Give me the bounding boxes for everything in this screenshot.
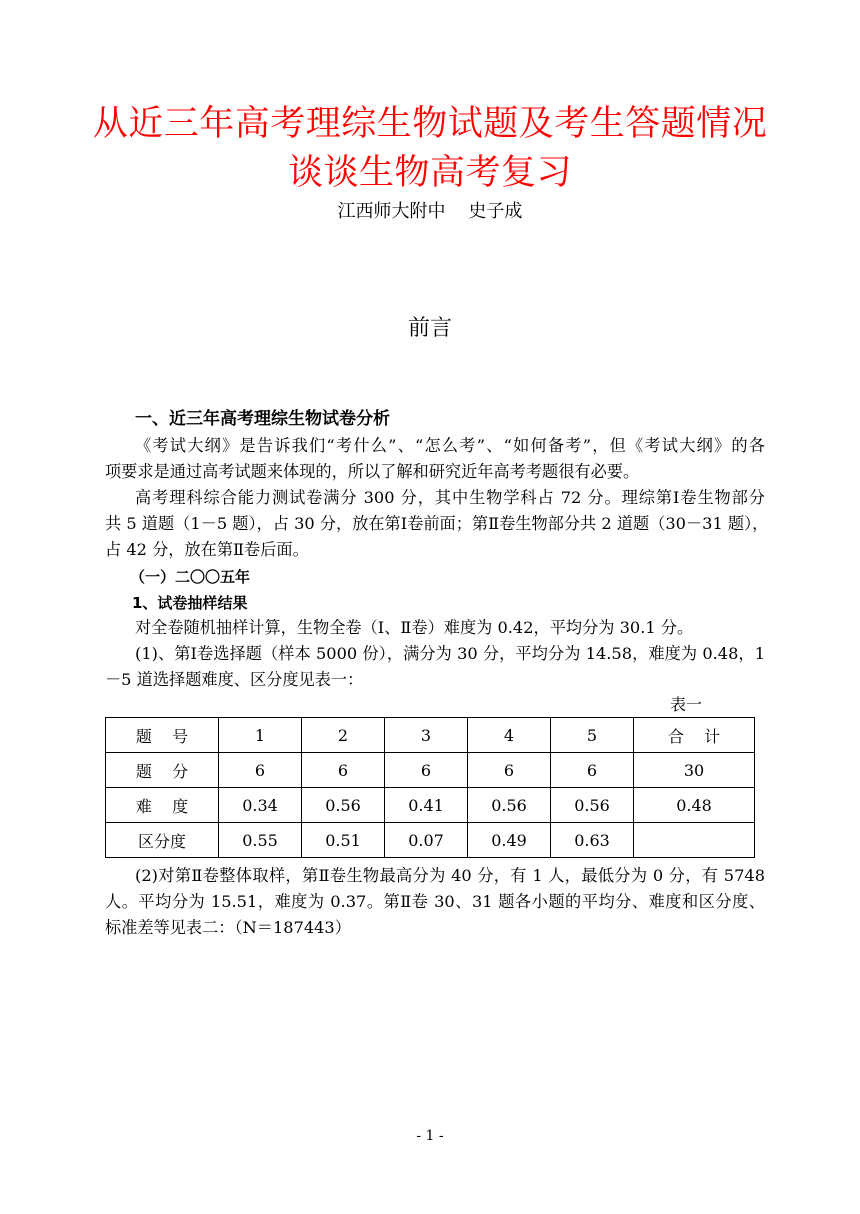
author-line: 江西师大附中 史子成 <box>337 201 523 222</box>
section-heading: 一、近三年高考理综生物试卷分析 <box>135 409 390 429</box>
preface-heading: 前言 <box>407 316 452 341</box>
table-cell: 合 计 <box>634 718 755 753</box>
table-cell: 0.34 <box>219 788 302 823</box>
table-cell: 0.63 <box>551 823 634 858</box>
table-caption: 表一 <box>670 695 703 714</box>
paragraph-line: 《考试大纲》是告诉我们“考什么”、“怎么考”、“如何备考”，但《考试大纲》的各 <box>135 436 765 455</box>
table-row-header: 题 分 <box>106 753 219 788</box>
table-row-header: 区分度 <box>106 823 219 858</box>
table-row <box>106 753 755 788</box>
paragraph-line: 共 5 道题（1－5 题），占 30 分，放在第Ⅰ卷前面；第Ⅱ卷生物部分共 2 道题（30－31 题）， <box>105 514 769 533</box>
table-row <box>106 788 755 823</box>
table-cell: 30 <box>634 753 755 788</box>
table-cell: 6 <box>302 753 385 788</box>
table-row <box>106 823 755 858</box>
paragraph-line: 高考理科综合能力测试卷满分 300 分，其中生物学科占 72 分。理综第Ⅰ卷生物部分 <box>135 488 765 507</box>
paragraph-line: 人。平均分为 15.51，难度为 0.37。第Ⅱ卷 30、31 题各小题的平均分、难度和区分度、 <box>105 892 765 911</box>
table-cell: 0.56 <box>468 788 551 823</box>
paragraph-line: (1)、第Ⅰ卷选择题（样本 5000 份），满分为 30 分，平均分为 14.58，难度为 0.48，1 <box>135 644 765 663</box>
table-cell: 0.51 <box>302 823 385 858</box>
table-cell: 3 <box>385 718 468 753</box>
table-cell: 4 <box>468 718 551 753</box>
page-number: - 1 - <box>416 1128 444 1144</box>
table-cell: 0.41 <box>385 788 468 823</box>
paragraph-line: －5 道选择题难度、区分度见表一： <box>105 670 364 689</box>
table-cell: 6 <box>385 753 468 788</box>
paragraph-line: (2)对第Ⅱ卷整体取样，第Ⅱ卷生物最高分为 40 分，有 1 人，最低分为 0 分，有 5748 <box>135 866 765 885</box>
table-row <box>106 718 755 753</box>
paragraph-line: 标准差等见表二：（N＝187443） <box>105 918 351 937</box>
subsection-heading: （一）二〇〇五年 <box>130 568 251 586</box>
table-cell: 0.55 <box>219 823 302 858</box>
table-cell: 0.49 <box>468 823 551 858</box>
difficulty-table <box>105 717 755 858</box>
paragraph-line: 对全卷随机抽样计算，生物全卷（Ⅰ、Ⅱ卷）难度为 0.42，平均分为 30.1 分。 <box>135 618 694 637</box>
sub-subsection-heading: 1、试卷抽样结果 <box>132 594 248 612</box>
table-cell: 0.56 <box>551 788 634 823</box>
document-title-line2: 谈谈生物高考复习 <box>287 153 572 193</box>
table-cell: 6 <box>551 753 634 788</box>
table-cell: 2 <box>302 718 385 753</box>
table-cell: 0.56 <box>302 788 385 823</box>
paragraph-line: 占 42 分，放在第Ⅱ卷后面。 <box>105 540 309 559</box>
table-row-header: 题 号 <box>106 718 219 753</box>
document-title-line1: 从近三年高考理综生物试题及考生答题情况 <box>92 104 768 144</box>
paragraph-line: 项要求是通过高考试题来体现的，所以了解和研究近年高考考题很有必要。 <box>105 462 640 481</box>
table-cell: 1 <box>219 718 302 753</box>
table-row-header: 难 度 <box>106 788 219 823</box>
table-cell: 0.07 <box>385 823 468 858</box>
table-cell: 6 <box>468 753 551 788</box>
table-cell <box>634 823 755 858</box>
table-cell: 6 <box>219 753 302 788</box>
table-cell: 0.48 <box>634 788 755 823</box>
table-cell: 5 <box>551 718 634 753</box>
